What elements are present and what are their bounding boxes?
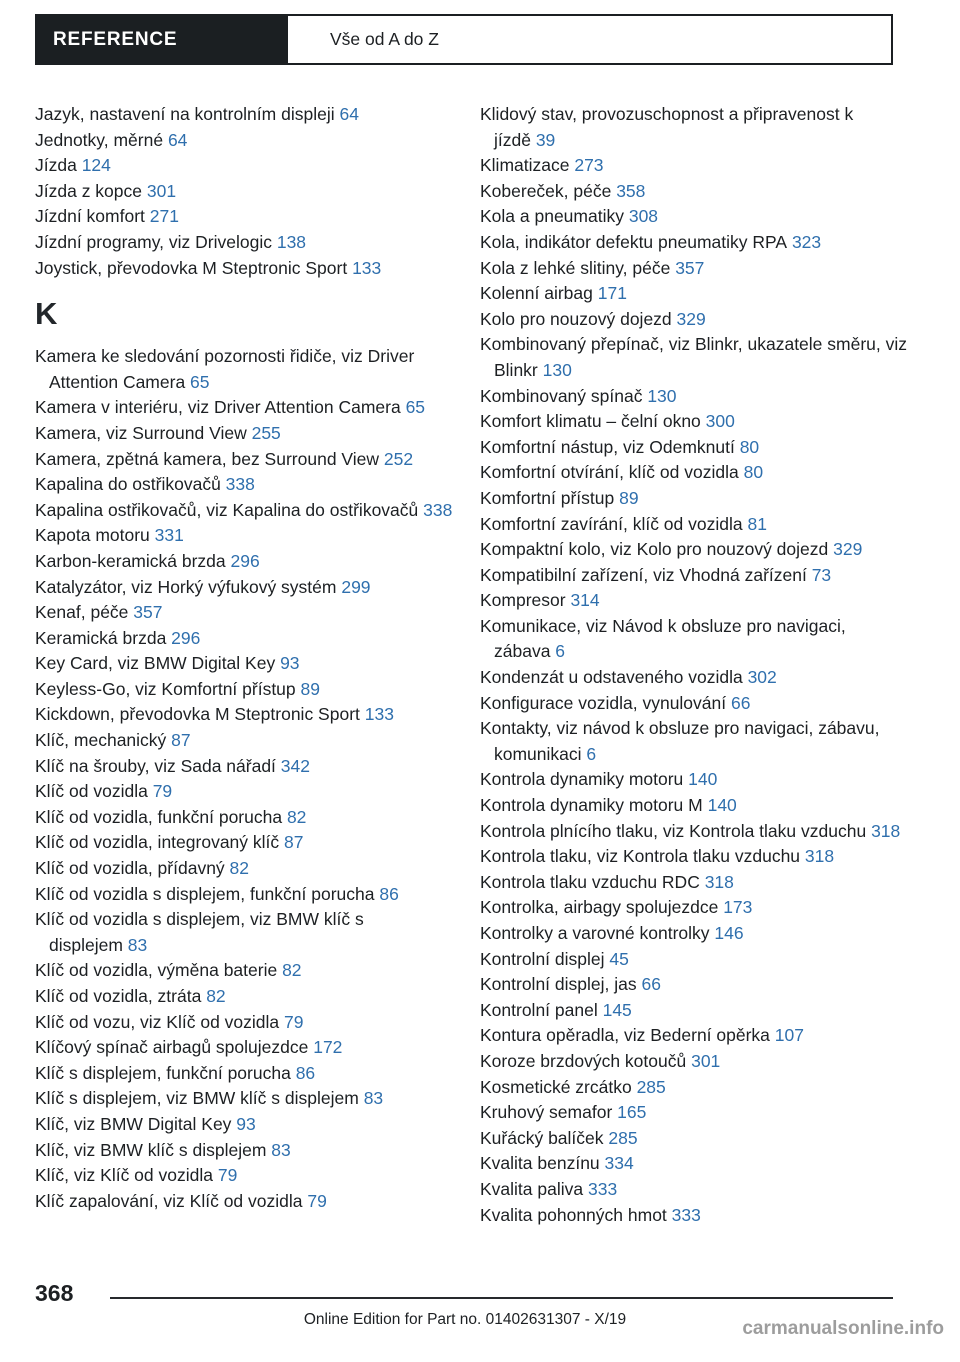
index-entry	[480, 102, 910, 153]
entry-text: Jízdní programy, viz Drivelogic	[35, 231, 277, 252]
index-entry	[35, 498, 465, 524]
entry-text: Kvalita benzínu	[480, 1153, 605, 1174]
entry-text: Kapalina do ostřikovačů	[35, 474, 226, 495]
index-entry	[35, 447, 465, 473]
entry-page-number: 86	[379, 883, 399, 904]
entry-page-number: 87	[284, 832, 304, 853]
index-entry	[480, 1151, 910, 1177]
entry-page-number: 83	[127, 934, 148, 955]
index-entry	[35, 728, 465, 754]
entry-page-number: 138	[276, 231, 307, 252]
entry-page-number: 296	[171, 627, 201, 648]
entry-page-number: 93	[280, 653, 300, 674]
index-entry	[35, 472, 465, 498]
index-entry	[35, 1112, 465, 1138]
index-entry	[480, 895, 910, 921]
index-entry	[480, 230, 910, 256]
entry-page-number: 86	[295, 1062, 316, 1083]
entry-page-number: 66	[641, 974, 661, 995]
entry-page-number: 130	[542, 359, 572, 380]
index-entry	[480, 716, 910, 767]
entry-page-number: 331	[154, 525, 184, 546]
entry-page-number: 318	[704, 871, 734, 892]
entry-page-number: 79	[217, 1165, 238, 1186]
index-entry	[35, 1189, 465, 1215]
entry-text: Katalyzátor, viz Horký výfukový systém	[35, 576, 342, 597]
entry-page-number: 39	[535, 129, 556, 150]
entry-page-number: 82	[282, 960, 302, 981]
entry-text: Karbon-keramická brzda	[35, 550, 231, 571]
index-entry	[480, 1100, 910, 1126]
index-entry	[35, 179, 465, 205]
entry-page-number: 45	[609, 948, 629, 969]
entry-text: Klíč, mechanický	[35, 730, 172, 751]
entry-text: Joystick, převodovka M Steptronic Sport	[35, 257, 353, 278]
index-column-left	[35, 102, 465, 1214]
entry-text: Kontrolní displej, jas	[480, 974, 642, 995]
entry-text: Komfortní zavírání, klíč od vozidla	[480, 513, 748, 534]
entry-text: Kombinovaný spínač	[480, 385, 648, 406]
entry-text: Keramická brzda	[35, 627, 172, 648]
entry-page-number: 273	[574, 155, 604, 176]
entry-page-number: 79	[152, 781, 173, 802]
entry-text: Kola z lehké slitiny, péče	[480, 257, 676, 278]
entry-text: Klíč od vozidla	[35, 781, 153, 802]
index-entry	[480, 614, 910, 665]
index-entry	[480, 998, 910, 1024]
entry-page-number: 308	[628, 206, 659, 227]
entry-page-number: 302	[747, 667, 777, 688]
entry-page-number: 301	[691, 1050, 721, 1071]
entry-text: Kontrola dynamiky motoru	[480, 769, 689, 790]
entry-text: Klimatizace	[480, 155, 575, 176]
entry-text: Klíčový spínač airbagů spolujezdce	[35, 1037, 314, 1058]
index-entry	[35, 600, 465, 626]
index-entry	[480, 486, 910, 512]
index-entry	[35, 549, 465, 575]
entry-text: Kompresor	[480, 590, 571, 611]
index-entry	[480, 665, 910, 691]
index-entry	[35, 830, 465, 856]
entry-page-number: 130	[647, 385, 677, 406]
index-entry	[480, 384, 910, 410]
entry-text: Jednotky, měrné	[35, 129, 168, 150]
entry-page-number: 140	[707, 795, 737, 816]
entry-page-number: 73	[811, 564, 832, 585]
entry-text: Kontrolní panel	[480, 999, 603, 1020]
entry-page-number: 80	[739, 436, 760, 457]
entry-text: Kompaktní kolo, viz Kolo pro nouzový dojezd	[480, 539, 834, 560]
entry-page-number: 65	[405, 397, 426, 418]
entry-page-number: 140	[688, 769, 718, 790]
entry-text: Kontrola tlaku vzduchu RDC	[480, 871, 705, 892]
entry-page-number: 285	[608, 1127, 638, 1148]
entry-page-number: 329	[833, 539, 863, 560]
index-entry	[35, 1061, 465, 1087]
entry-page-number: 318	[871, 820, 901, 841]
entry-text: Kontrola dynamiky motoru M	[480, 795, 708, 816]
entry-page-number: 300	[705, 411, 735, 432]
entry-page-number: 83	[271, 1139, 291, 1160]
index-entry	[480, 153, 910, 179]
entry-page-number: 82	[286, 806, 307, 827]
entry-page-number: 6	[555, 641, 566, 662]
index-entry	[480, 204, 910, 230]
page-title: Vše od A do Z	[330, 29, 439, 49]
entry-text: Keyless-Go, viz Komfortní přístup	[35, 678, 301, 699]
entry-text: Kapota motoru	[35, 525, 155, 546]
index-entry	[480, 588, 910, 614]
entry-page-number: 338	[225, 474, 255, 495]
entry-page-number: 285	[636, 1076, 666, 1097]
index-entry	[35, 856, 465, 882]
entry-text: Komunikace, viz Návod k obsluze pro navigaci, zábava	[480, 615, 846, 662]
entry-text: Komfort klimatu – čelní okno	[480, 411, 706, 432]
index-entry	[35, 779, 465, 805]
entry-page-number: 299	[341, 576, 371, 597]
entry-page-number: 81	[747, 513, 767, 534]
entry-page-number: 329	[676, 308, 706, 329]
index-entry	[35, 805, 465, 831]
entry-text: Kompatibilní zařízení, viz Vhodná zařízení	[480, 564, 812, 585]
index-entry	[35, 344, 465, 395]
entry-text: Komfortní nástup, viz Odemknutí	[480, 436, 740, 457]
entry-text: Klíč od vozidla s displejem, viz BMW klíč s displejem	[35, 909, 364, 955]
entry-text: Klíč na šrouby, viz Sada nářadí	[35, 755, 281, 776]
entry-text: Kobereček, péče	[480, 180, 617, 201]
index-entry	[480, 767, 910, 793]
entry-text: Komfortní otvírání, klíč od vozidla	[480, 462, 744, 483]
entry-page-number: 6	[586, 743, 597, 764]
entry-page-number: 133	[364, 704, 394, 725]
entry-page-number: 89	[619, 487, 639, 508]
index-entry	[480, 179, 910, 205]
entry-page-number: 82	[229, 858, 250, 879]
entry-page-number: 89	[300, 678, 320, 699]
index-entry	[480, 1023, 910, 1049]
entry-text: Jazyk, nastavení na kontrolním displeji	[35, 104, 340, 124]
index-entry	[35, 102, 465, 128]
index-entry	[35, 984, 465, 1010]
entry-page-number: 82	[206, 986, 226, 1006]
index-entry	[480, 1075, 910, 1101]
index-entry	[480, 281, 910, 307]
entry-text: Jízda z kopce	[35, 180, 147, 201]
index-entry	[35, 153, 465, 179]
index-entry	[35, 1086, 465, 1112]
entry-text: Jízda	[35, 155, 82, 176]
index-entry	[35, 256, 465, 282]
index-entry	[480, 563, 910, 589]
entry-text: Kontrola plnícího tlaku, viz Kontrola tlaku vzduchu	[480, 820, 872, 841]
entry-text: Kuřácký balíček	[480, 1127, 609, 1148]
index-entry	[480, 512, 910, 538]
entry-text: Kosmetické zrcátko	[480, 1076, 637, 1097]
index-entry	[35, 230, 465, 256]
chapter-tab-label: REFERENCE	[53, 28, 178, 50]
entry-page-number: 334	[604, 1153, 634, 1174]
index-entry	[480, 460, 910, 486]
entry-page-number: 66	[730, 692, 751, 713]
entry-text: Kombinovaný přepínač, viz Blinkr, ukazatele směru, viz Blinkr	[480, 334, 907, 380]
entry-text: Kamera ke sledování pozornosti řidiče, viz Driver Attention Camera	[35, 346, 415, 392]
index-entry	[35, 677, 465, 703]
index-entry	[480, 332, 910, 383]
entry-text: Klíč s displejem, viz BMW klíč s displejem	[35, 1088, 364, 1109]
entry-page-number: 342	[280, 755, 310, 776]
entry-page-number: 93	[236, 1113, 256, 1134]
footer-edition-text: Online Edition for Part no. 01402631307 - X/19	[303, 1311, 627, 1328]
entry-page-number: 172	[313, 1037, 343, 1058]
entry-text: Klíč s displejem, funkční porucha	[35, 1062, 296, 1083]
index-entry	[35, 882, 465, 908]
index-entry	[35, 395, 465, 421]
entry-text: Klíč od vozidla, funkční porucha	[35, 806, 287, 827]
index-entry	[35, 421, 465, 447]
index-entry	[35, 575, 465, 601]
entry-text: Klíč od vozidla, ztráta	[35, 986, 207, 1006]
entry-page-number: 83	[363, 1088, 384, 1109]
section-letter: K	[35, 296, 58, 332]
entry-text: Klidový stav, provozuschopnost a připravenost k jízdě	[480, 104, 854, 150]
index-entry	[35, 523, 465, 549]
entry-text: Kontrolka, airbagy spolujezdce	[480, 897, 724, 918]
index-entry	[35, 651, 465, 677]
entry-text: Klíč od vozidla, přídavný	[35, 858, 230, 879]
index-entry	[35, 958, 465, 984]
entry-page-number: 333	[587, 1178, 618, 1199]
footer-page-number: 368	[35, 1280, 74, 1306]
entry-page-number: 271	[149, 206, 179, 227]
entry-text: Klíč od vozidla s displejem, funkční porucha	[35, 883, 380, 904]
entry-text: Klíč, viz BMW Digital Key	[35, 1113, 237, 1134]
entry-text: Kamera, zpětná kamera, bez Surround View	[35, 448, 384, 469]
entry-text: Komfortní přístup	[480, 487, 620, 508]
index-entry	[35, 204, 465, 230]
entry-text: Kvalita pohonných hmot	[480, 1204, 672, 1225]
index-entry	[35, 754, 465, 780]
entry-page-number: 173	[723, 897, 753, 918]
entry-page-number: 296	[230, 550, 260, 571]
page-header-box	[288, 14, 893, 65]
entry-text: Kola, indikátor defektu pneumatiky RPA	[480, 231, 792, 252]
entry-text: Kondenzát u odstaveného vozidla	[480, 667, 748, 688]
entry-text: Jízdní komfort	[35, 206, 150, 227]
entry-page-number: 357	[675, 257, 705, 278]
entry-text: Kamera, viz Surround View	[35, 422, 252, 443]
index-entry	[480, 307, 910, 333]
index-entry	[35, 1138, 465, 1164]
index-entry	[480, 409, 910, 435]
entry-page-number: 165	[617, 1102, 647, 1123]
index-entry	[480, 1049, 910, 1075]
entry-text: Klíč zapalování, viz Klíč od vozidla	[35, 1190, 308, 1211]
index-entry	[35, 1035, 465, 1061]
index-entry	[480, 947, 910, 973]
index-entry	[35, 128, 465, 154]
entry-page-number: 314	[570, 590, 600, 611]
entry-page-number: 318	[804, 846, 835, 867]
index-entry	[480, 844, 910, 870]
entry-text: Konfigurace vozidla, vynulování	[480, 692, 731, 713]
entry-page-number: 87	[171, 730, 191, 751]
index-entry	[480, 819, 910, 845]
index-column-right	[480, 102, 910, 1228]
entry-text: Kola a pneumatiky	[480, 206, 629, 227]
entry-text: Klíč od vozu, viz Klíč od vozidla	[35, 1011, 284, 1032]
entry-text: Kruhový semafor	[480, 1102, 618, 1123]
index-entry	[480, 972, 910, 998]
entry-text: Kapalina ostřikovačů, viz Kapalina do ostřikovačů	[35, 499, 424, 520]
entry-page-number: 146	[714, 923, 744, 943]
index-entry	[480, 870, 910, 896]
index-entry	[35, 626, 465, 652]
index-entry	[480, 435, 910, 461]
entry-text: Kontrola tlaku, viz Kontrola tlaku vzduchu	[480, 846, 805, 867]
entry-text: Koroze brzdových kotoučů	[480, 1050, 692, 1071]
entry-text: Kolo pro nouzový dojezd	[480, 308, 677, 329]
chapter-tab-reference	[35, 14, 288, 65]
entry-page-number: 333	[671, 1204, 701, 1225]
entry-page-number: 64	[339, 104, 359, 124]
entry-page-number: 133	[352, 257, 382, 278]
index-entry	[480, 256, 910, 282]
entry-page-number: 79	[307, 1190, 327, 1211]
entry-text: Kenaf, péče	[35, 602, 134, 623]
index-entry	[480, 793, 910, 819]
entry-text: Kontura opěradla, viz Bederní opěrka	[480, 1025, 775, 1046]
entry-page-number: 145	[602, 999, 632, 1020]
footer-rule	[110, 1297, 893, 1299]
index-entry	[480, 691, 910, 717]
entry-page-number: 80	[743, 462, 764, 483]
entry-page-number: 107	[774, 1025, 804, 1046]
index-entry	[480, 1177, 910, 1203]
index-entry	[35, 1010, 465, 1036]
entry-text: Klíč od vozidla, výměna baterie	[35, 960, 283, 981]
entry-text: Kvalita paliva	[480, 1178, 588, 1199]
entry-text: Kolenní airbag	[480, 283, 598, 304]
index-entry	[35, 702, 465, 728]
entry-text: Klíč, viz Klíč od vozidla	[35, 1165, 218, 1186]
entry-text: Klíč, viz BMW klíč s displejem	[35, 1139, 272, 1160]
index-entry	[35, 907, 465, 958]
entry-text: Kontrolní displej	[480, 948, 610, 969]
entry-page-number: 65	[190, 371, 210, 392]
entry-page-number: 252	[383, 448, 414, 469]
entry-page-number: 301	[146, 180, 177, 201]
entry-text: Kickdown, převodovka M Steptronic Sport	[35, 704, 365, 725]
entry-text: Klíč od vozidla, integrovaný klíč	[35, 832, 285, 853]
entry-page-number: 358	[616, 180, 646, 201]
index-entry	[480, 1203, 910, 1229]
entry-text: Kontrolky a varovné kontrolky	[480, 923, 715, 943]
watermark-text: carmanualsonline.info	[742, 1318, 944, 1339]
entry-page-number: 255	[251, 422, 281, 443]
entry-text: Kontakty, viz návod k obsluze pro navigaci, zábavu, komunikaci	[480, 718, 880, 764]
entry-page-number: 357	[133, 602, 163, 623]
entry-page-number: 323	[791, 231, 822, 252]
index-entry	[480, 921, 910, 947]
entry-page-number: 79	[284, 1011, 304, 1032]
entry-page-number: 64	[167, 129, 188, 150]
entry-page-number: 124	[81, 155, 111, 176]
index-entry	[35, 1163, 465, 1189]
index-entry	[480, 1126, 910, 1152]
entry-page-number: 171	[597, 283, 627, 304]
entry-text: Kamera v interiéru, viz Driver Attention Camera	[35, 397, 406, 418]
index-entry	[480, 537, 910, 563]
entry-page-number: 338	[423, 499, 453, 520]
entry-text: Key Card, viz BMW Digital Key	[35, 653, 281, 674]
